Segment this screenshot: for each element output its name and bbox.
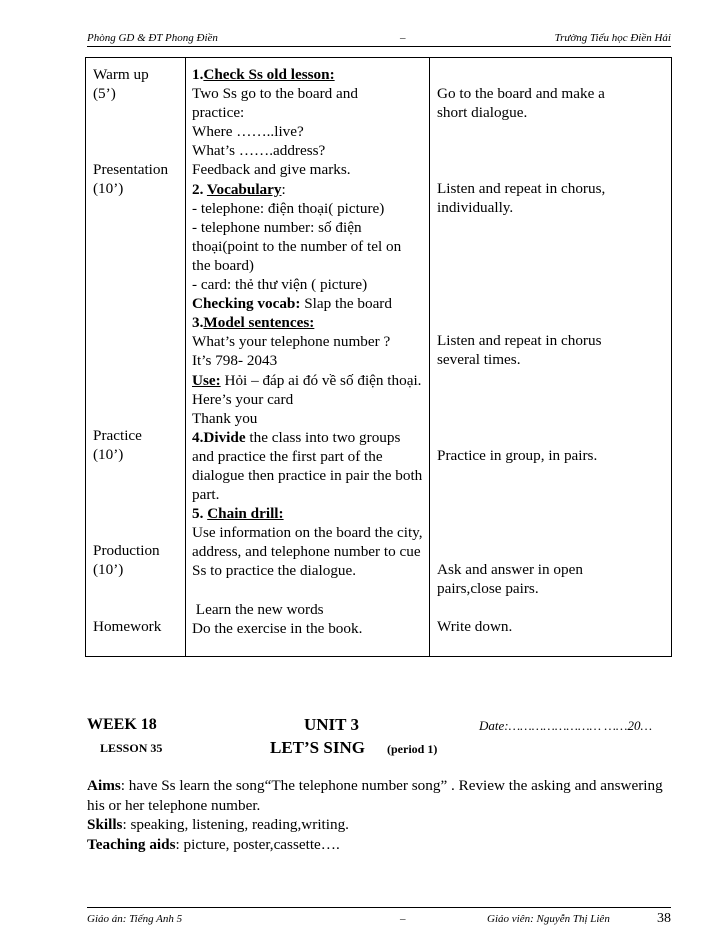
model-line: It’s 798- 2043 (192, 352, 278, 370)
header-right: Trường Tiểu học Điền Hải (554, 32, 671, 44)
practice-text: 4.Divide the class into two groups and practice the first part of the dialogue then practice in pair the both part. (192, 428, 423, 504)
homework-activity: Write down. (437, 617, 513, 635)
aims-line: Aims: have Ss learn the song“The telephone number song” . Review the asking and answering his or her telephone number. (87, 777, 663, 814)
stage-column (86, 58, 186, 657)
teacher-column (186, 58, 430, 657)
page-header (87, 30, 671, 47)
date-line: Date:…………………… ……20… (479, 718, 652, 733)
stage-practice: Practice (93, 427, 142, 445)
warmup-line: practice: (192, 104, 245, 122)
model-line: Here’s your card (192, 390, 294, 408)
practice-activity: Practice in group, in pairs. (437, 446, 598, 464)
stage-production-time: (10’) (93, 560, 124, 578)
header-left: Phòng GD & ĐT Phong Điền (87, 32, 218, 44)
page-number: 38 (657, 911, 671, 926)
warmup-line: What’s …….address? (192, 142, 326, 160)
stage-practice-time: (10’) (93, 446, 124, 464)
warmup-activity: Go to the board and make a (437, 85, 605, 102)
teaching-aids-line: Teaching aids: picture, poster,cassette…. (87, 835, 340, 853)
lesson-objectives (87, 776, 677, 854)
period-label: (period 1) (387, 742, 438, 756)
production-text: Use information on the board the city, address, and telephone number to cue Ss to practice the dialogue. (192, 524, 423, 580)
model-heading: 3.Model sentences: (192, 314, 315, 332)
model-activity: several times. (437, 351, 521, 369)
lesson-number: LESSON 35 (100, 741, 163, 755)
student-column (430, 58, 672, 657)
warmup-line: Feedback and give marks. (192, 161, 351, 179)
model-activity: Listen and repeat in chorus (437, 332, 602, 350)
lesson-plan-table (85, 57, 672, 657)
footer-middle: – (400, 913, 406, 925)
footer-teacher: Giáo viên: Nguyễn Thị Liên (487, 913, 610, 925)
production-activity: Ask and answer in open (437, 560, 583, 578)
page-footer (87, 907, 671, 928)
warmup-line: Two Ss go to the board and (192, 85, 358, 103)
homework-line: Do the exercise in the book. (192, 619, 363, 637)
vocab-item: - telephone number: số điện thoại(point to the number of tel on the board) (192, 218, 402, 274)
stage-presentation-time: (10’) (93, 180, 124, 198)
unit-label: UNIT 3 (304, 715, 359, 734)
production-activity: pairs,close pairs. (437, 579, 539, 597)
vocab-item: - telephone: điện thoại( picture) (192, 199, 385, 217)
model-line: Thank you (192, 409, 258, 427)
footer-left: Giáo án: Tiếng Anh 5 (87, 913, 183, 925)
skills-line: Skills: speaking, listening, reading,writing. (87, 816, 349, 834)
stage-presentation: Presentation (93, 161, 169, 179)
vocab-activity: individually. (437, 199, 514, 217)
week-label: WEEK 18 (87, 716, 157, 733)
stage-homework: Homework (93, 617, 162, 635)
lesson-title: LET’S SING (270, 738, 365, 757)
warmup-activity: short dialogue. (437, 104, 528, 122)
stage-warmup: Warm up (93, 66, 149, 83)
stage-warmup-time: (5’) (93, 85, 116, 103)
use-line: Use: Hỏi – đáp ai đó về số điện thoại. (192, 371, 422, 389)
homework-line: Learn the new words (192, 600, 324, 618)
vocab-heading: 2. Vocabulary: (192, 180, 286, 198)
production-heading: 5. Chain drill: (192, 505, 284, 523)
warmup-line: Where ……..live? (192, 123, 304, 141)
stage-production: Production (93, 541, 160, 559)
model-line: What’s your telephone number ? (192, 333, 391, 351)
checking-vocab: Checking vocab: Slap the board (192, 295, 392, 313)
vocab-activity: Listen and repeat in chorus, (437, 180, 606, 198)
header-middle: – (400, 32, 406, 44)
vocab-item: - card: thẻ thư viện ( picture) (192, 276, 368, 294)
warmup-heading: 1.Check Ss old lesson: (192, 66, 335, 83)
